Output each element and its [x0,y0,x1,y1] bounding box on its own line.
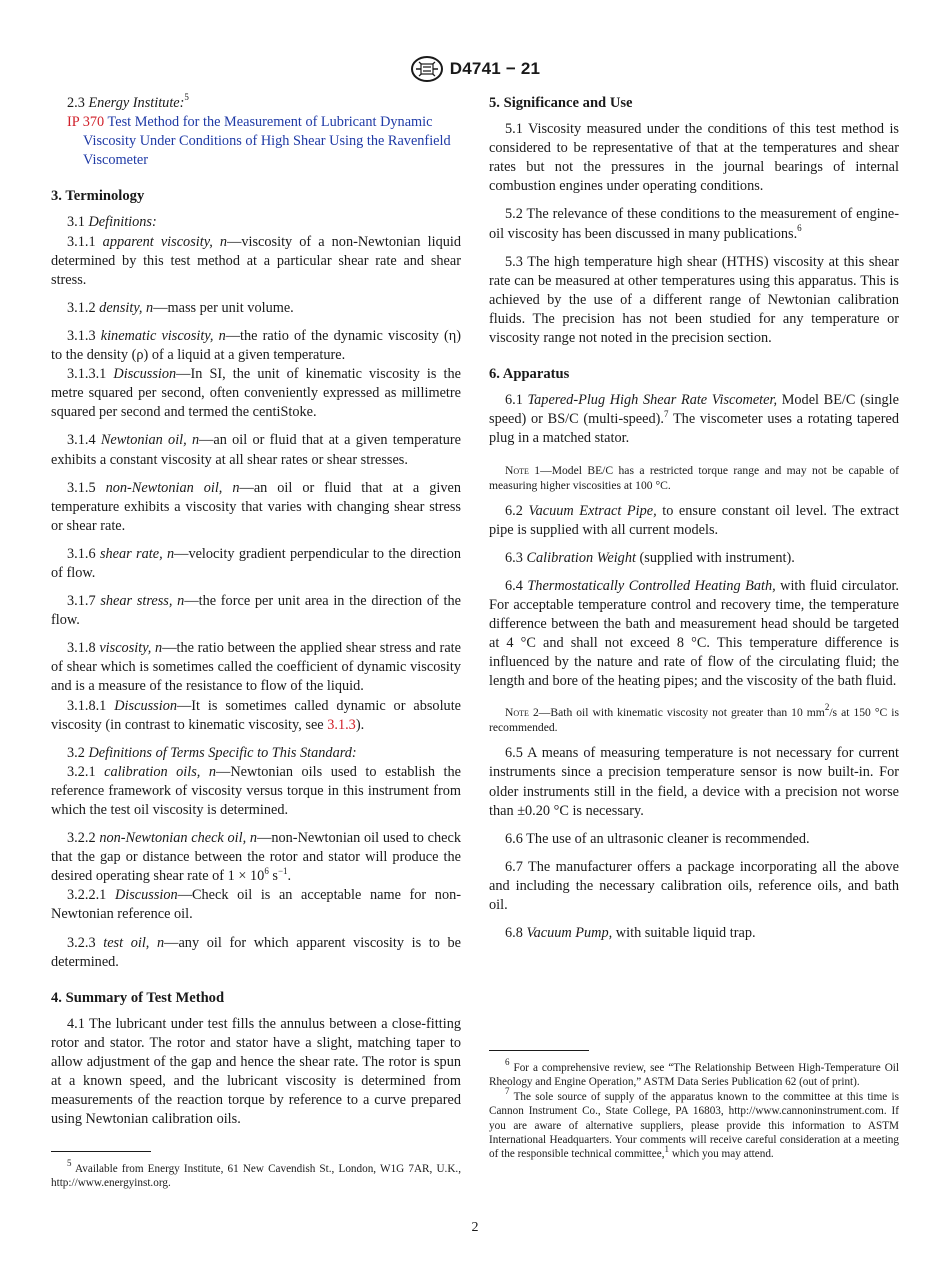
definition-3-2-3: 3.2.3 test oil, n—any oil for which apparent viscosity is to be determined. [51,934,462,970]
paragraph-5-2: 5.2 The relevance of these conditions to the measurement of engine-oil viscosity has been discussed in many publications.$^6$ [489,206,899,242]
right-column [489,94,899,943]
footnote-7: $^7$ The sole source of supply of the apparatus known to the committee at this time is Cannon Instrument Co., State College, PA 16803, http://www.cannoninstrument.com. If you are aware of alternative suppliers, please provide this information to ASTM International Headquarters. Your comments will receive careful consideration at a meeting of the responsible technical committee,$^1$ which you may attend. [489,1086,899,1161]
left-footnotes [51,1151,461,1191]
discussion-3-1-3-1: 3.1.3.1 Discussion—In SI, the unit of kinematic viscosity is the metre squared per second, often conveniently expressed as millimetre squared per second and termed the centiStoke. [51,366,461,421]
paragraph-5-3: 5.3 The high temperature high shear (HTHS) viscosity at this shear rate can be measured at other temperatures using this apparatus. This is achieved by the use of a different range of Newtonian calibration fluids. The precision has not been studied for any temperature or viscosity range not noted in the precision section. [489,253,899,347]
footnote-rule [489,1050,589,1051]
discussion-3-2-2-1: 3.2.2.1 Discussion—Check oil is an acceptable name for non-Newtonian reference oil. [51,887,461,923]
definition-3-1-1: 3.1.1 apparent viscosity, n—viscosity of a non-Newtonian liquid determined by this test method at a particular shear rate and shear stress. [51,233,462,288]
definition-3-1-7: 3.1.7 shear stress, n—the force per unit area in the direction of the flow. [51,593,461,629]
document-id: D4741 − 21 [449,59,541,78]
paragraph-6-3: 6.3 Calibration Weight (supplied with instrument). [505,549,795,566]
ip-370-title[interactable]: Test Method for the Measurement of Lubricant Dynamic Viscosity Under Conditions of High Shear Using the Ravenfield Viscometer [83,114,451,169]
definition-3-1-6: 3.1.6 shear rate, n—velocity gradient perpendicular to the direction of flow. [51,545,462,581]
right-footnotes [489,1050,899,1162]
definition-3-1-4: 3.1.4 Newtonian oil, n—an oil or fluid that at a given temperature exhibits a constant viscosity at all shear rates or shear stresses. [51,432,461,468]
definition-3-1-3: 3.1.3 kinematic viscosity, n—the ratio of the dynamic viscosity (η) to the density (ρ) of a liquid at a given temperature. [51,327,461,364]
discussion-3-1-8-1: 3.1.8.1 Discussion—It is sometimes called dynamic or absolute viscosity (in contrast to kinematic viscosity, see 3.1.3). [51,697,462,733]
paragraph-6-8: 6.8 Vacuum Pump, with suitable liquid trap. [505,925,756,942]
heading-significance-and-use: 5. Significance and Use [489,95,633,111]
footnote-6: $^6$ For a comprehensive review, see “The Relationship Between High-Temperature Oil Rheology and Engine Operation,” ASTM Data Series Publication 62 (out of print). [489,1057,899,1089]
page-header [0,54,950,84]
definition-3-2-2: 3.2.2 non-Newtonian check oil, n—non-Newtonian oil used to check that the gap or distance between the rotor and stator will produce the desired operating shear rate of $1 \times 10^6$ $s^{-1}$. [51,830,461,885]
paragraph-6-6: 6.6 The use of an ultrasonic cleaner is recommended. [505,830,810,847]
reference-ip-370[interactable] [51,113,461,170]
paragraph-6-7: 6.7 The manufacturer offers a package incorporating all the above and including the necessary calibration oils, reference oils, and bath oil. [489,858,899,913]
definition-3-2-1: 3.2.1 calibration oils, n—Newtonian oils used to establish the reference framework of viscosity versus torque in this instrument from which the test oil viscosity is determined. [51,763,461,818]
note-2: Note 2—Bath oil with kinematic viscosity not greater than 10 $mm^2/s$ at 150 °C is recommended. [489,702,899,735]
paragraph-4-1: 4.1 The lubricant under test fills the annulus between a close-fitting rotor and stator. The rotor and stator have a slight, matching taper to allow adjustment of the gap and hence the shear rate. The rotor is spun at a known speed, and the lubricant viscosity is determined from measurements of the reaction torque by reference to a curve prepared using Newtonian calibration oils. [51,1015,461,1128]
note-1: Note 1—Model BE/C has a restricted torque range and may not be capable of measuring higher viscosities at 100 °C. [489,463,899,492]
section-2-3: 2.3 Energy Institute:$^5$ [67,92,189,111]
footnote-5: $^5$ Available from Energy Institute, 61 New Cavendish St., London, W1G 7AR, U.K., http://www.energyinst.org. [51,1158,461,1190]
paragraph-6-5: 6.5 A means of measuring temperature is not necessary for current instruments since a precision temperature sensor is now built-in. For older instruments still in the field, a device with a precision not worse than ±0.20 °C is necessary. [489,745,899,819]
link-3-1-3[interactable]: 3.1.3 [327,716,356,733]
definition-3-1-2: 3.1.2 density, n—mass per unit volume. [67,299,294,316]
heading-summary-of-test-method: 4. Summary of Test Method [51,989,225,1006]
ip-370-code[interactable]: IP 370 [67,114,105,131]
paragraph-6-1: 6.1 Tapered-Plug High Shear Rate Viscometer, Model BE/C (single speed) or BS/C (multi-speed).$^7$ The viscometer uses a rotating tapered plug in a matched stator. [489,392,899,447]
paragraph-6-4: 6.4 Thermostatically Controlled Heating Bath, with fluid circulator. For acceptable temperature control and recovery time, the temperature difference between the bath and measurement head should be targeted at 4 °C and shall not exceed 8 °C. This temperature difference is influenced by the nature and rate of flow of the circulating fluid; the length and bore of the heating pipes; and the viscosity of the bath fluid. [489,577,900,690]
definition-3-1-5: 3.1.5 non-Newtonian oil, n—an oil or fluid that at a given temperature exhibits a viscosity that varies with changing shear stress or shear rate. [51,479,461,534]
definition-3-1-8: 3.1.8 viscosity, n—the ratio between the applied shear stress and rate of shear which is sometimes called the coefficient of dynamic viscosity and is a measure of the resistance to flow of the liquid. [51,640,461,695]
paragraph-6-2: 6.2 Vacuum Extract Pipe, to ensure constant oil level. The extract pipe is supplied with all current models. [489,502,899,538]
heading-terminology: 3. Terminology [51,188,145,205]
astm-logo-icon [410,55,444,83]
definition-3-1: 3.1 Definitions: [67,214,157,231]
left-column [51,94,461,1129]
definition-3-2: 3.2 Definitions of Terms Specific to This Standard: [67,744,357,761]
footnote-rule [51,1151,151,1152]
page-number: 2 [471,1220,479,1235]
heading-apparatus: 6. Apparatus [489,366,570,383]
paragraph-5-1: 5.1 Viscosity measured under the conditions of this test method is considered to be representative of that at the temperatures and shear rates but not the pressures in the journal bearings of internal combustion engines under operating conditions. [489,121,899,195]
